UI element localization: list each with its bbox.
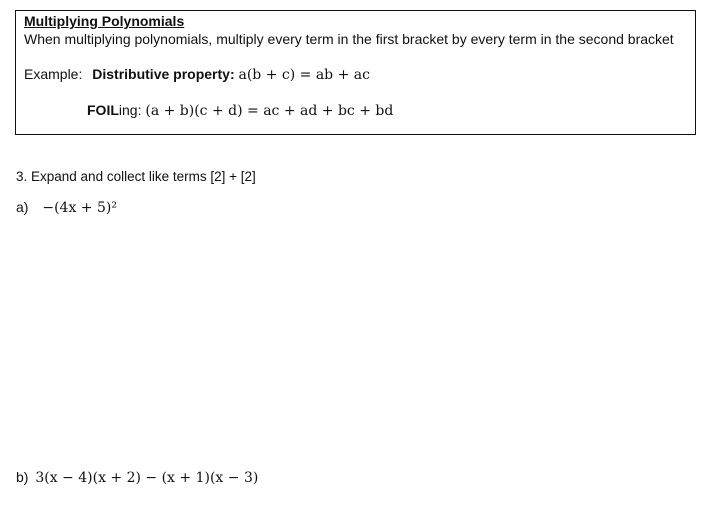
- example-line: [24, 65, 370, 84]
- distributive-label: Distributive property:: [92, 66, 235, 82]
- foil-suffix: ing:: [118, 102, 142, 118]
- question-part-a: [16, 198, 117, 217]
- part-a-label: a): [16, 199, 29, 215]
- distributive-formula: a(b + c) = ab + ac: [238, 67, 370, 83]
- question-part-b: [16, 468, 258, 487]
- question-title: 3. Expand and collect like terms [2] + [2]: [16, 169, 256, 184]
- part-a-expression: −(4x + 5)²: [42, 200, 117, 216]
- part-b-expression: 3(x − 4)(x + 2) − (x + 1)(x − 3): [35, 470, 259, 486]
- part-b-label: b): [16, 469, 29, 485]
- rule-text: When multiplying polynomials, multiply every term in the first bracket by every term in the second bracket: [24, 31, 674, 47]
- foil-line: [87, 101, 393, 120]
- foil-formula: (a + b)(c + d) = ac + ad + bc + bd: [145, 103, 394, 119]
- section-title: Multiplying Polynomials: [24, 13, 185, 29]
- example-label: Example:: [24, 66, 83, 82]
- foil-label: FOIL: [87, 102, 119, 118]
